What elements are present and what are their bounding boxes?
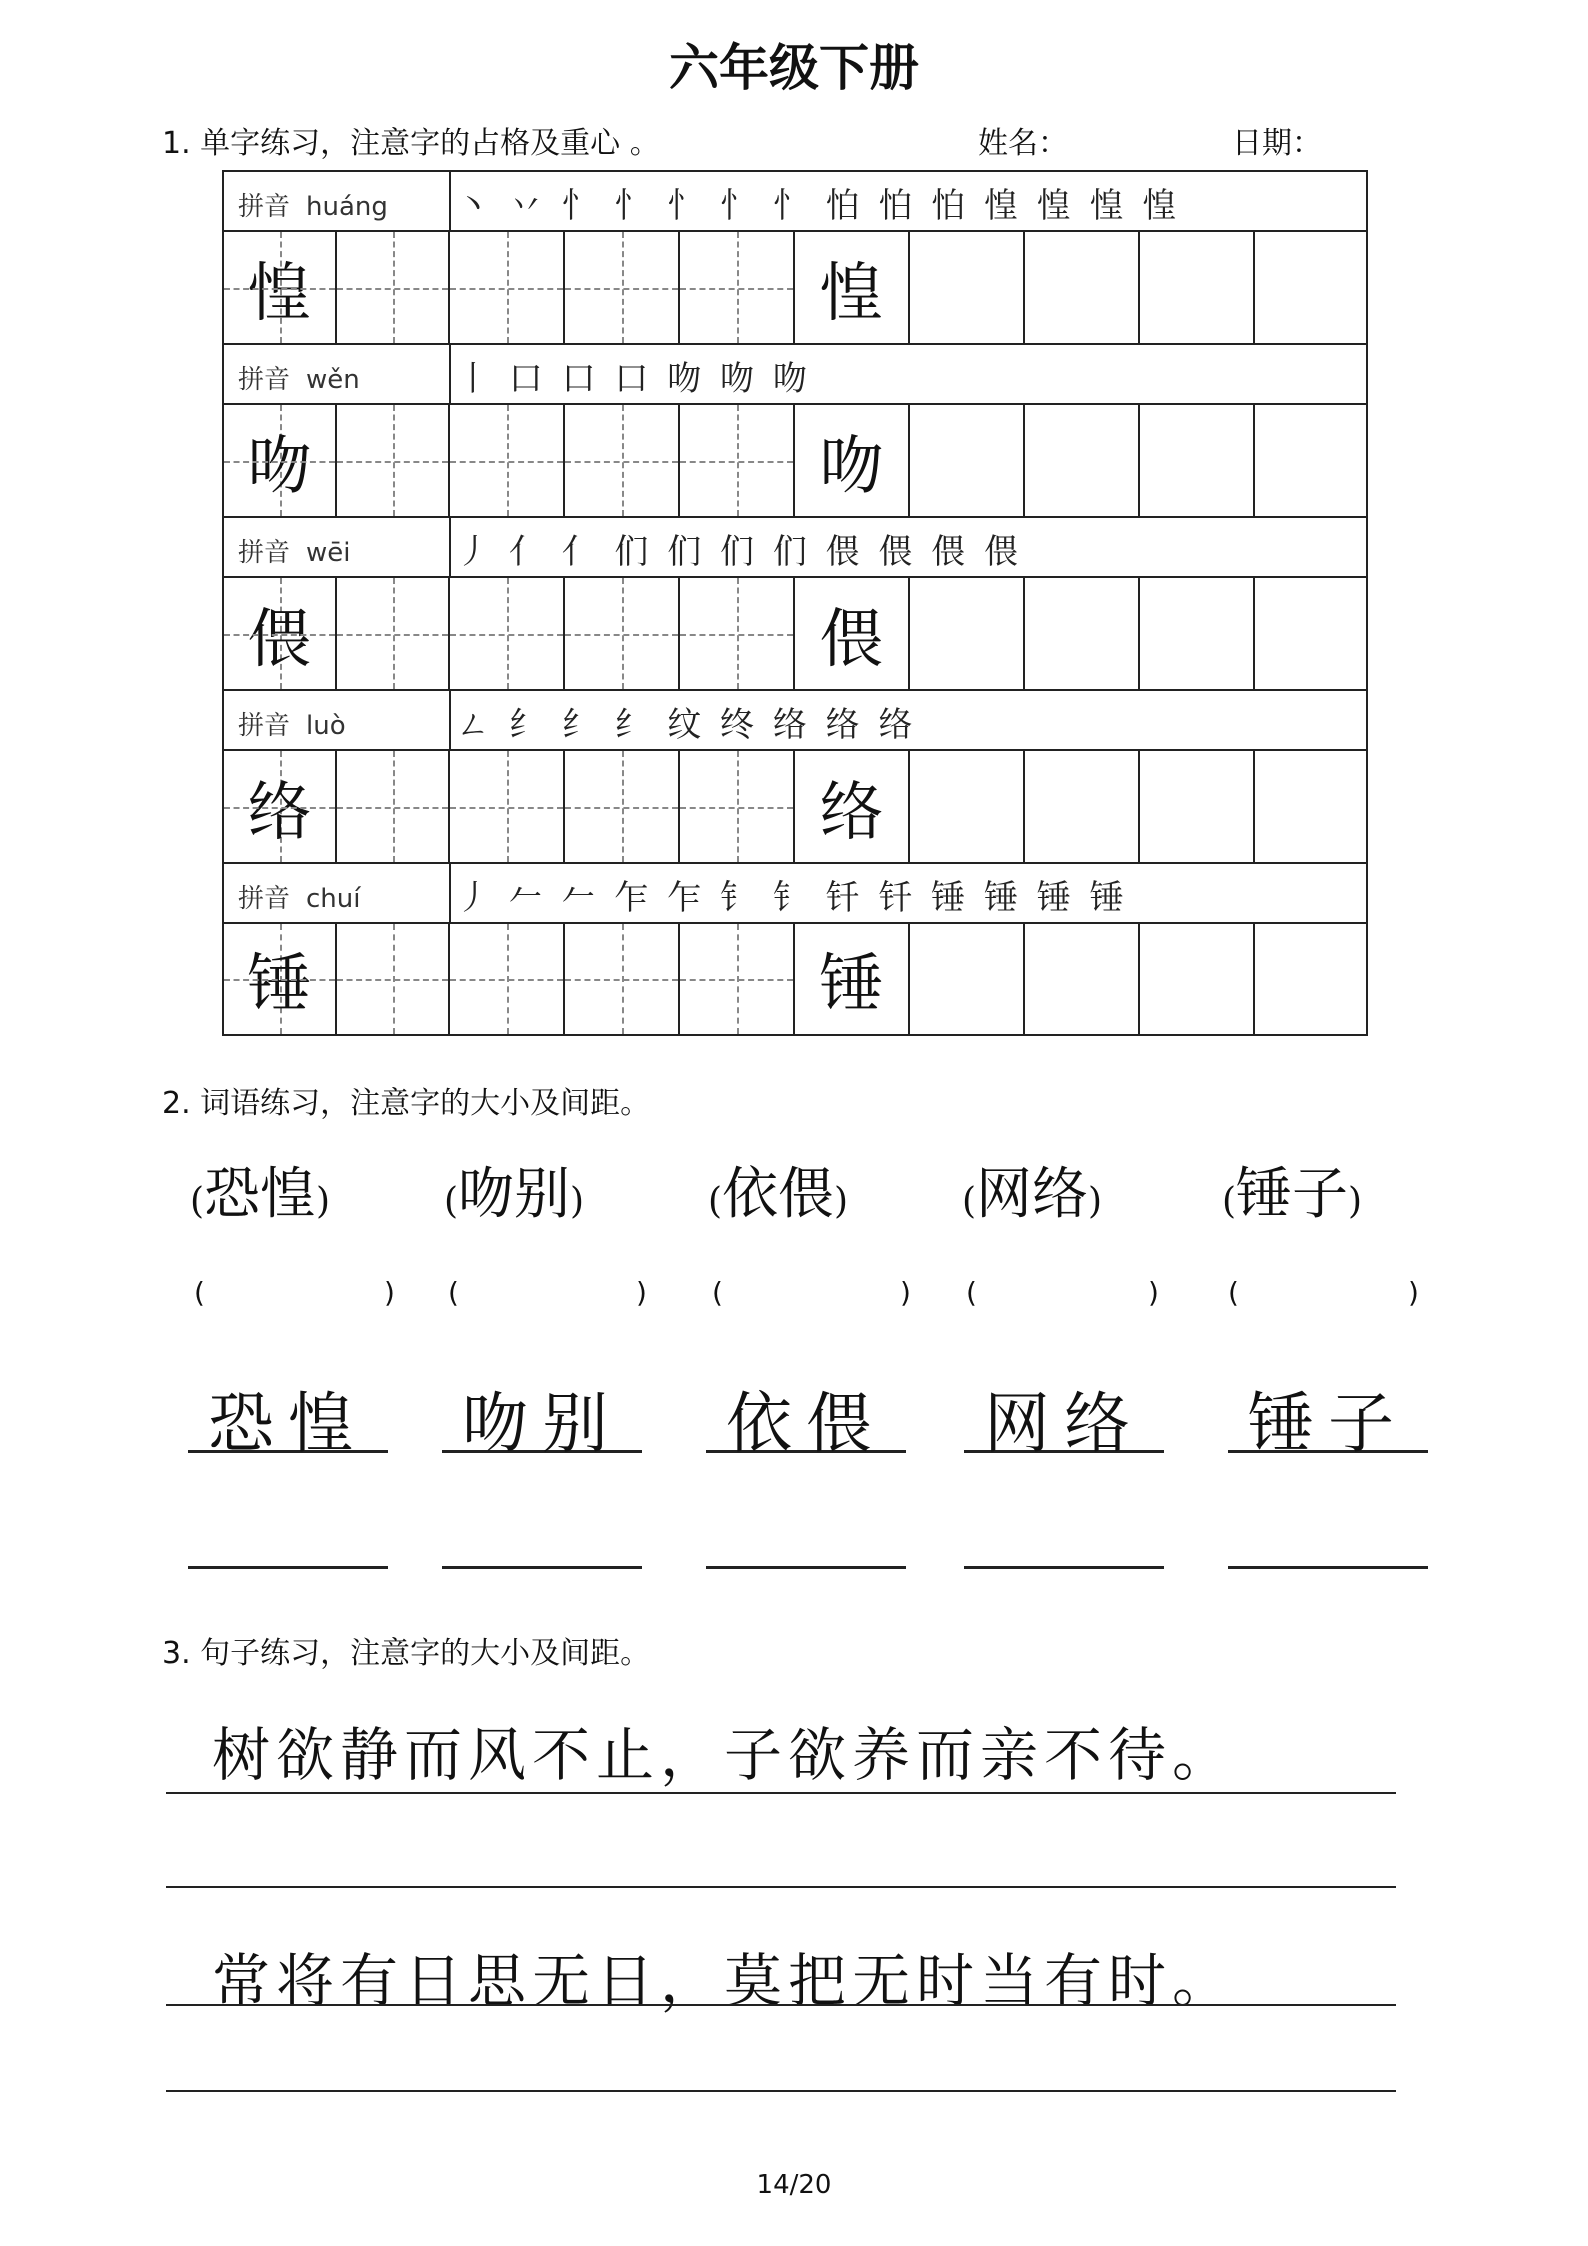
word-with-paren: (锤子) (1222, 1162, 1363, 1227)
pinyin-strip (224, 691, 1366, 751)
word-text: 吻别 (458, 1162, 571, 1227)
stroke-order: 丶 丷 忄 忄 忄 忄 忄 怕 怕 怕 惶 惶 惶 惶 (456, 186, 1181, 226)
practice-cell[interactable] (1255, 924, 1366, 1034)
page-number: 14/20 (756, 2170, 832, 2200)
pinyin-strip (224, 345, 1366, 405)
name-label: 姓名： (978, 126, 1068, 161)
sentence-line (166, 2004, 1396, 2006)
practice-cell[interactable] (450, 924, 565, 1034)
practice-cell[interactable] (680, 924, 795, 1034)
pinyin-label: 拼音 (238, 711, 291, 741)
word-text: 依偎 (722, 1162, 835, 1227)
practice-cell[interactable] (1140, 405, 1255, 516)
sentence-line (166, 1792, 1396, 1794)
paren-open: ( (712, 1276, 723, 1309)
model-char: 偎 (819, 602, 884, 677)
model-cell (795, 232, 910, 343)
practice-row (224, 578, 1366, 691)
stroke-order: ㄥ 纟 纟 纟 纹 终 络 络 络 (456, 705, 917, 745)
model-sentence: 树欲静而风不止，子欲养而亲不待。 (212, 1721, 1237, 1789)
practice-cell[interactable] (450, 578, 565, 689)
model-char: 锤 (247, 948, 312, 1022)
section2-heading: 2. 词语练习，注意字的大小及间距。 (162, 1086, 651, 1121)
model-cell (795, 924, 910, 1034)
practice-cell[interactable] (1025, 405, 1140, 516)
page-title: 六年级下册 (669, 39, 919, 97)
writing-line[interactable] (706, 1530, 906, 1569)
pinyin-strip (224, 518, 1366, 578)
model-word: 锤子 (1228, 1370, 1428, 1453)
model-char: 吻 (819, 429, 884, 504)
practice-cell[interactable] (1025, 751, 1140, 862)
word-text: 网络 (976, 1162, 1089, 1227)
model-word: 吻别 (442, 1370, 642, 1453)
practice-cell[interactable] (565, 578, 680, 689)
word-with-paren: (依偎) (708, 1162, 849, 1227)
model-char: 惶 (247, 256, 312, 331)
writing-line[interactable] (1228, 1530, 1428, 1569)
practice-cell[interactable] (565, 924, 680, 1034)
practice-cell[interactable] (1025, 924, 1140, 1034)
word-text: 恐惶 (204, 1162, 317, 1227)
model-cell (224, 232, 337, 343)
writing-line[interactable] (166, 1886, 1396, 1888)
model-char: 络 (247, 775, 312, 850)
writing-line[interactable] (188, 1530, 388, 1569)
model-cell (224, 578, 337, 689)
practice-row (224, 924, 1366, 1034)
model-cell (795, 751, 910, 862)
practice-cell[interactable] (450, 232, 565, 343)
paren-open: ( (966, 1276, 977, 1309)
practice-cell[interactable] (337, 578, 450, 689)
pinyin-label: 拼音 (238, 884, 291, 914)
practice-cell[interactable] (565, 232, 680, 343)
section3-heading: 3. 句子练习，注意字的大小及间距。 (162, 1636, 651, 1671)
word-with-paren: (恐惶) (190, 1162, 331, 1227)
writing-line[interactable] (964, 1530, 1164, 1569)
practice-row (224, 405, 1366, 518)
paren-close: ) (900, 1276, 911, 1309)
practice-cell[interactable] (910, 751, 1025, 862)
practice-cell[interactable] (1140, 924, 1255, 1034)
practice-cell[interactable] (680, 232, 795, 343)
word-with-paren: (吻别) (444, 1162, 585, 1227)
model-word: 网络 (964, 1370, 1164, 1453)
section1-heading: 1. 单字练习，注意字的占格及重心 。 (162, 126, 660, 161)
model-cell (795, 578, 910, 689)
model-char: 偎 (247, 602, 312, 677)
word-text: 锤子 (1236, 1162, 1349, 1227)
model-cell (224, 405, 337, 516)
paren-close: ) (1408, 1276, 1419, 1309)
practice-cell[interactable] (910, 405, 1025, 516)
practice-cell[interactable] (337, 751, 450, 862)
paren-close: ) (384, 1276, 395, 1309)
practice-cell[interactable] (910, 578, 1025, 689)
pinyin-label: 拼音 (238, 538, 291, 568)
practice-cell[interactable] (910, 924, 1025, 1034)
pinyin-text: huáng (306, 192, 388, 222)
pinyin-text: chuí (306, 884, 361, 914)
practice-cell[interactable] (1140, 578, 1255, 689)
date-label: 日期： (1232, 126, 1322, 161)
practice-cell[interactable] (337, 405, 450, 516)
practice-cell[interactable] (680, 405, 795, 516)
model-char: 络 (819, 775, 884, 850)
practice-cell[interactable] (565, 751, 680, 862)
practice-cell[interactable] (1140, 232, 1255, 343)
practice-cell[interactable] (1255, 578, 1366, 689)
practice-cell[interactable] (1255, 232, 1366, 343)
practice-cell[interactable] (450, 405, 565, 516)
practice-cell[interactable] (1025, 232, 1140, 343)
pinyin-text: wēi (306, 538, 351, 568)
model-word: 恐惶 (188, 1370, 388, 1453)
practice-row (224, 751, 1366, 864)
model-char: 锤 (819, 948, 884, 1022)
practice-cell[interactable] (337, 232, 450, 343)
practice-cell[interactable] (1255, 405, 1366, 516)
pinyin-text: luò (306, 711, 346, 741)
model-cell (795, 405, 910, 516)
paren-open: ( (194, 1276, 205, 1309)
writing-line[interactable] (442, 1530, 642, 1569)
model-sentence: 常将有日思无日，莫把无时当有时。 (212, 1947, 1237, 2015)
word-with-paren: (网络) (962, 1162, 1103, 1227)
practice-cell[interactable] (1025, 578, 1140, 689)
writing-line[interactable] (166, 2090, 1396, 2092)
practice-cell[interactable] (450, 751, 565, 862)
paren-close: ) (636, 1276, 647, 1309)
pinyin-strip (224, 172, 1366, 232)
model-cell (224, 924, 337, 1034)
paren-open: ( (448, 1276, 459, 1309)
model-cell (224, 751, 337, 862)
paren-open: ( (1228, 1276, 1239, 1309)
stroke-order: 丿 亻 亻 们 们 们 们 偎 偎 偎 偎 (456, 532, 1023, 572)
character-practice-grid (222, 170, 1368, 1036)
pinyin-label: 拼音 (238, 192, 291, 222)
pinyin-label: 拼音 (238, 365, 291, 395)
practice-cell[interactable] (680, 751, 795, 862)
practice-cell[interactable] (565, 405, 680, 516)
pinyin-text: wěn (306, 365, 360, 395)
practice-cell[interactable] (1140, 751, 1255, 862)
practice-row (224, 232, 1366, 345)
practice-cell[interactable] (337, 924, 450, 1034)
paren-close: ) (1148, 1276, 1159, 1309)
practice-cell[interactable] (1255, 751, 1366, 862)
pinyin-strip (224, 864, 1366, 924)
model-word: 依偎 (706, 1370, 906, 1453)
practice-cell[interactable] (910, 232, 1025, 343)
practice-cell[interactable] (680, 578, 795, 689)
stroke-order: 丿 𠂉 𠂉 乍 乍 钅 钅 钎 钎 锤 锤 锤 锤 (456, 878, 1128, 918)
model-char: 惶 (819, 256, 884, 331)
model-char: 吻 (247, 429, 312, 504)
stroke-order: 丨 口 口 口 吻 吻 吻 (456, 359, 811, 399)
